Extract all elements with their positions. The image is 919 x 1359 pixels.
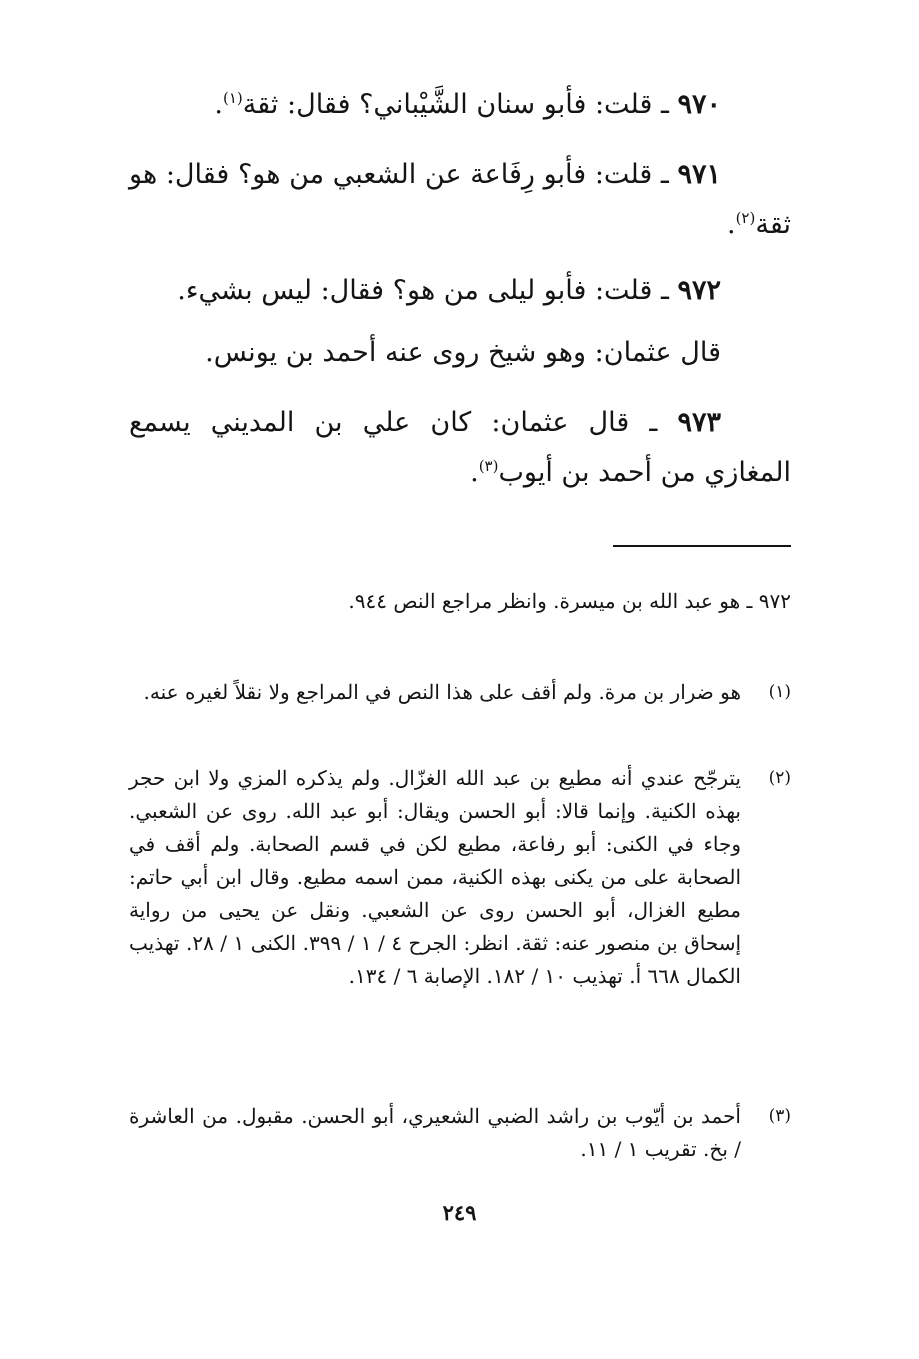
entry-number: ٩٧٣ bbox=[677, 407, 722, 438]
footnote-2 bbox=[129, 762, 791, 993]
footnote-ref: (٢) bbox=[735, 209, 756, 227]
footnote-text: هو ضرار بن مرة. ولم أقف على هذا النص في المراجع ولا نقلاً لغيره عنه. bbox=[143, 680, 741, 704]
entry-text: ـ قال عثمان: كان علي بن المديني يسمع المغازي من أحمد بن أيوب bbox=[129, 407, 791, 488]
footnote-mark: (٣) bbox=[768, 1106, 791, 1126]
entry-972-comment bbox=[129, 328, 791, 378]
editor-note: ٩٧٢ ـ هو عبد الله بن ميسرة. وانظر مراجع النص ٩٤٤. bbox=[348, 589, 791, 613]
footnote-mark: (٢) bbox=[768, 768, 791, 788]
footnote-ref: (١) bbox=[222, 89, 243, 107]
entry-number: ٩٧١ bbox=[677, 159, 721, 190]
entry-text: ـ قلت: فأبو ليلى من هو؟ فقال: ليس بشيء. bbox=[177, 275, 669, 306]
footnote-text: يترجّح عندي أنه مطيع بن عبد الله الغزّال. ولم يذكره المزي ولا ابن حجر بهذه الكنية. وإنما قالا: أبو الحسن ويقال: أبو عبد الله. روى عن الشعبي. وجاء في الكنى: أبو رفاعة، مطيع لكن في قسم الصحابة. ولم أقف في الصحابة على من يكنى بهذه الكنية، ممن اسمه مطيع. وقال ابن أبي حاتم: مطيع الغزال، أبو الحسن روى عن الشعبي. ونقل عن يحيى من رواية إسحاق بن منصور عنه: ثقة. انظر: الجرح ٤ / ١ / ٣٩٩. الكنى ١ / ٢٨. تهذيب الكمال ٦٦٨ أ. تهذيب ١٠ / ١٨٢. الإصابة ٦ / ١٣٤. bbox=[129, 766, 742, 988]
footnote-text: أحمد بن أيّوب بن راشد الضبي الشعيري، أبو الحسن. مقبول. من العاشرة / بخ. تقريب ١ / ١١. bbox=[129, 1104, 741, 1161]
footnote-1 bbox=[129, 676, 791, 709]
footnote-3 bbox=[129, 1100, 791, 1166]
page-number: ٢٤٩ bbox=[442, 1200, 477, 1225]
entry-970: ٩٧٠ ـ قلت: فأبو سنان الشَّيْباني؟ فقال: ثقة$^{(١)}$. bbox=[214, 89, 721, 120]
entry-text: قال عثمان: وهو شيخ روى عنه أحمد بن يونس. bbox=[205, 337, 721, 368]
footnote-mark: (١) bbox=[768, 682, 791, 702]
entry-971: ٩٧١ ـ قلت: فأبو رِفَاعة عن الشعبي من هو؟ فقال: هو ثقة$^{(٢)}$. bbox=[129, 159, 791, 240]
entry-972 bbox=[129, 266, 791, 316]
entry-text: ـ قلت: فأبو رِفَاعة عن الشعبي من هو؟ فقال: هو ثقة bbox=[129, 159, 791, 240]
footnote-ref: (٣) bbox=[478, 457, 499, 475]
entry-number: ٩٧٠ bbox=[677, 89, 721, 120]
entry-973: ٩٧٣ ـ قال عثمان: كان علي بن المديني يسمع المغازي من أحمد بن أيوب$^{(٣)}$. bbox=[129, 407, 791, 488]
entry-number: ٩٧٢ bbox=[677, 275, 721, 306]
footnote-separator bbox=[613, 545, 791, 547]
entry-text: ـ قلت: فأبو سنان الشَّيْباني؟ فقال: ثقة bbox=[242, 89, 669, 120]
